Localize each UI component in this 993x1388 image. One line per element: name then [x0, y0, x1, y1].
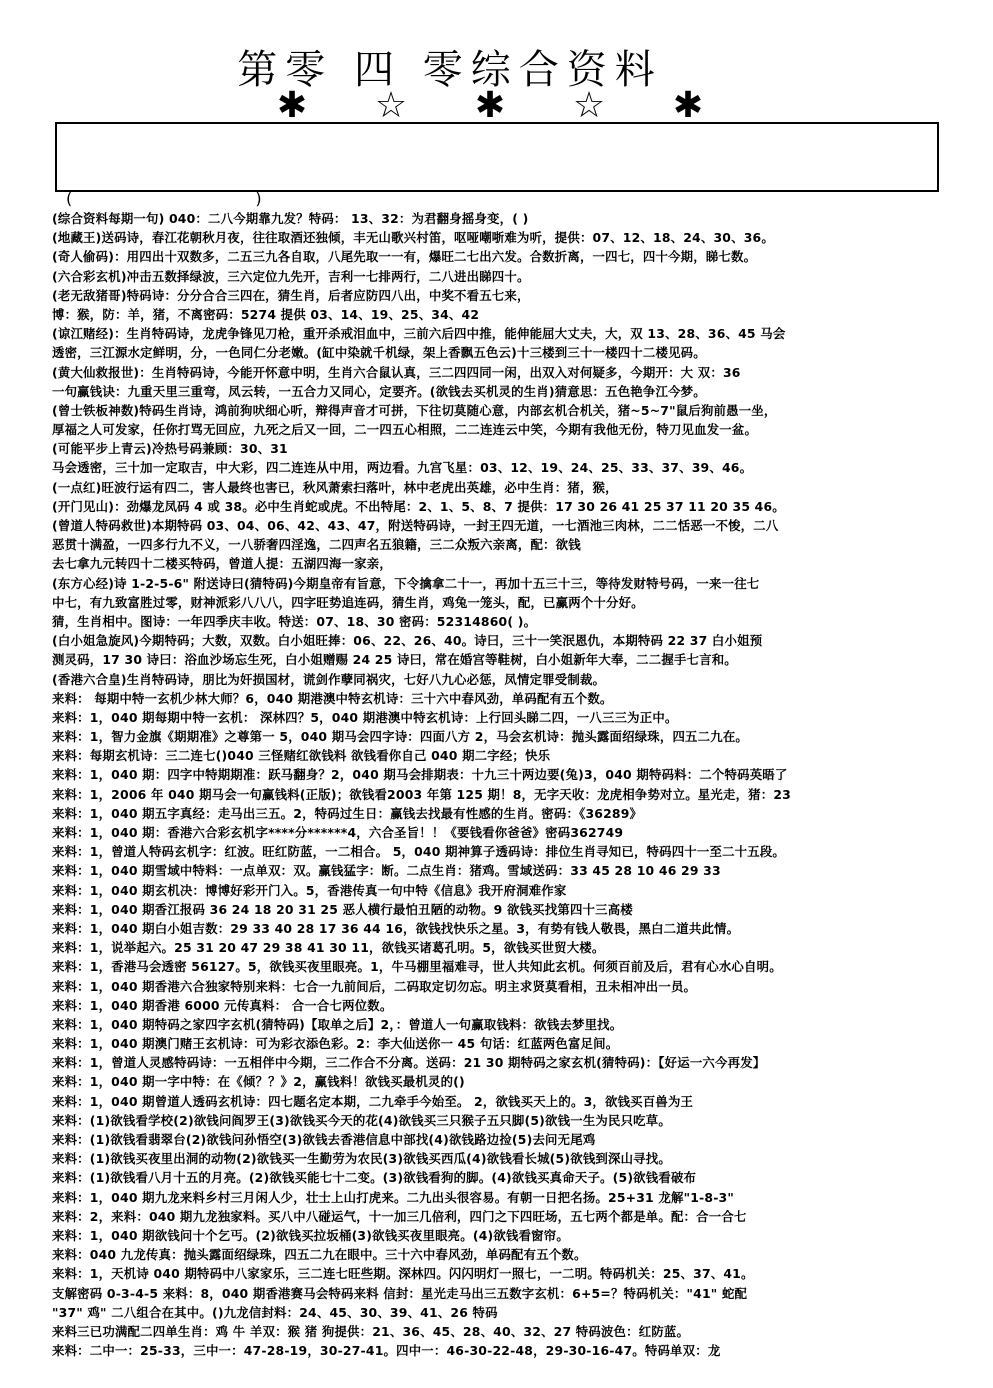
text-line: 来料：1，天机诗 040 期特码中八家家乐，三二连七旺些期。深林四。闪闪明灯一照七，一二明。特码机关：25、37、41。: [52, 1266, 754, 1282]
text-line: (东方心经)诗 1-2-5-6" 附送诗曰(猜特码)今期皇帝有旨意，下令擒拿二十一，再加十五三十三，等待发财特号码，一来一往七: [52, 575, 760, 591]
text-line: 来料：1，040 期一字中特：在《倾？？》2，赢钱料！欲钱买最机灵的(): [52, 1074, 465, 1090]
text-line: (可能平步上青云)冷热号码兼顾：30、31: [52, 441, 288, 457]
asterisk-icon: ✱: [672, 85, 704, 126]
text-line: 支解密码 0-3-4-5 来料：8，040 期香港赛马会特码来料 信封：星光走马出三五数字玄机：6+5=？特码机关："41" 蛇配: [52, 1285, 748, 1301]
page-title: 第零 四 零综合资料: [237, 47, 663, 93]
text-line: 来料：1，说举起六。25 31 20 47 29 38 41 30 11，欲钱买诸葛孔明。5，欲钱买世贸大楼。: [52, 940, 605, 956]
text-line: 来料：(1)欲钱看八月十五的月亮。(2)欲钱买能七十二变。(3)欲钱看狗的脚。(4)欲钱买真命天子。(5)欲钱看破布: [52, 1170, 697, 1186]
text-line: (曾士铁板神数)特码生肖诗，鸿前狗吠细心听，辩得声音才可拼，下往切莫随心意，内部玄机合机关，猪~5~7"鼠后狗前愚一坐，: [52, 402, 777, 418]
text-line: 来料：每期玄机诗：三二连七()040 三怪赌红欲钱料 欲钱看你自己 040 期二字经；快乐: [52, 748, 551, 764]
text-line: 来料：1，040 期雪域中特料：一点单双：双。赢钱猛字：断。二点生肖：猪鸡。雪域送码：33 45 28 10 46 29 33: [52, 863, 721, 879]
text-line: 来料：1，040 期香港 6000 元传真料： 合一合七两位数。: [52, 997, 393, 1013]
text-line: 来料：(1)欲钱看学校(2)欲钱问阎罗王(3)欲钱买今天的花(4)欲钱买三只猴子五只脚(5)欲钱一生为民只吃草。: [52, 1112, 671, 1128]
star-outline-icon: ☆: [572, 85, 606, 126]
text-line: 来料：1，040 期玄机决：博博好彩开门入。5，香港传真一句中特《信息》我开府洞难作家: [52, 882, 567, 898]
text-line: 来料：1，040 期曾道人透码玄机诗：四七题名定本期，二九牵手今始至。 2，欲钱买天上的。3，欲钱买百兽为王: [52, 1093, 694, 1109]
text-line: 来料：1，2006 年 040 期马会一句赢钱料(正版)；欲钱看2003 年第 125 期！8，无字天收：龙虎相争势对立。星光走，猪：23: [52, 786, 791, 802]
text-line: 来料：2，来料：040 期九龙独家料。买八中八碰运气，十一加三几倍利，四门之下四旺场，五七两个都是单。配：合一合七: [52, 1208, 747, 1224]
text-line: 测灵码，17 30 诗曰：浴血沙场忘生死，白小姐赠赐 24 25 诗曰，常在婚宫等鞋树，白小姐新年大奉，二二握手七言和。: [52, 652, 737, 668]
text-line: 中七，有九致富胜过零，财神派彩八八八，四字旺势追连码，猜生肖，鸡兔一笼头，配，已赢两个十分好。: [52, 594, 644, 610]
text-line: 来料三已功满配二四单生肖：鸡 牛 羊双：猴 猪 狗提供：21、36、45、28、40、32、27 特码波色：红防蓝。: [52, 1323, 690, 1339]
text-line: 来料： 每期中特一玄机少林大师？6，040 期港澳中特玄机诗：三十六中春风劲，单码配有五个数。: [52, 690, 613, 706]
text-line: (曾道人特码救世)本期特码 03、04、06、42、43、47，附送特码诗，一封王四无道，一七酒池三肉林，二二恬恶一不悛，二八: [52, 518, 779, 533]
text-line: (地藏王)送码诗，春江花朝秋月夜，往往取酒还独倾，丰无山歌兴村笛，呕哑嘲哳难为听，提供：07、12、18、24、30、36。: [52, 230, 774, 246]
text-line: 来料：1，040 期澳门赌王玄机诗：可为彩衣添色彩。2：李大仙送你一 45 句话：红蓝两色富足间。: [52, 1036, 619, 1052]
text-line: 来料：1，040 期九龙来料乡村三月闲人少，壮士上山打虎来。二九出头很容易。有朝一日把名扬。25+31 龙解"1-8-3": [52, 1189, 735, 1205]
text-line: (谅江赌经)：生肖特码诗，龙虎争锋见刀枪，重开杀戒泪血中，三前六后四中推，能伸能屈大丈夫，大，双 13、28、36、45 马会: [52, 326, 786, 342]
text-line: 博：猴，防：羊，猪，不离密码：5274 提供 03、14、19、25、34、42: [52, 306, 480, 322]
blank-header-box: [55, 122, 939, 192]
text-line: 去七拿九元转四十二楼买特码，曾道人提：五湖四海一家亲，: [52, 556, 392, 572]
text-body: [52, 209, 947, 1360]
text-line: (奇人偷码)：用四出十双数多，二五三九各自取，八尾先取一一有，爆旺二七出六发。合数折离，一四七，四十今期，睇七数。: [52, 249, 757, 265]
text-line: 来料：1，040 期欲钱问十个乞丐。(2)欲钱买拉坂桶(3)欲钱买夜里眼亮。(4)欲钱看窗帘。: [52, 1227, 569, 1243]
text-line: "37" 鸡" 二八组合在其中。()九龙信封料：24、45、30、39、41、26 特码: [52, 1304, 498, 1320]
text-line: (白小姐急旋风)今期特码；大数，双数。白小姐旺捧：06、22、26、40。诗曰，三十一笑泯恩仇，本期特码 22 37 白小姐预: [52, 633, 763, 649]
text-line: (老无敌猪哥)特码诗：分分合合三四在，猜生肖，后者应防四八出，中奖不看五七来，: [52, 287, 530, 303]
text-line: 来料：1，040 期：香港六合彩玄机字****分******4，六合圣旨！！《要钱看你爸爸》密码362749: [52, 825, 624, 840]
text-line: 来料：1，040 期五字真经：走马出三五。2，特码过生日：赢钱去找最有性感的生肖。密码：《36289》: [52, 805, 643, 821]
text-line: (综合资料每期一句) 040：二八今期靠九发？特码： 13、32：为君翻身摇身变，( ): [52, 211, 529, 226]
text-line: 恶贯十满盈，一四多行九不义，一八骄奢四淫逸，二四声名五狼籍，三二众叛六亲离，配：欲钱: [52, 537, 581, 553]
text-line: (开门见山)：劲爆龙凤码 4 或 38。必中生肖蛇或虎。不出特尾：2、1、5、8、7 提供：17 30 26 41 25 37 11 20 35 46。: [52, 498, 785, 514]
text-line: (黄大仙救报世)：生肖特码诗，今能开怀意中明，生肖六合鼠认真，三二四四同一闲，出双入对何疑多，今期开：大 双：36: [52, 364, 741, 380]
text-line: 来料：1，曾道人特码玄机字：红波。旺红防蓝，一二相合。 5，040 期神算子透码诗：排位生肖寻知已，特码四十一至二十五段。: [52, 844, 786, 860]
asterisk-icon: ✱: [474, 85, 506, 126]
text-line: 透密，三江源水定鲜明，分，一色同仁分老嫩。(缸中染就千机绿，架上香飘五色云)十三楼到三十一楼四十二楼见码。: [52, 345, 706, 361]
text-line: 来料：1，040 期香港六合独家特别来料：七合一九前间后，二码取定切勿忘。明主求贤莫看相，丑未相冲出一员。: [52, 978, 697, 994]
star-outline-icon: ☆: [374, 85, 408, 126]
text-line: 厚福之人可发家，任你打骂无回应，九死之后又一回，二一四五心相照，二二连连云中笑，今期有我他无份，特刀见血发一盆。: [52, 422, 758, 438]
text-line: 来料：1，040 期香江报码 36 24 18 20 31 25 恶人横行最怕丑陋的动物。9 欲钱买找第四十三高楼: [52, 901, 633, 917]
text-line: 一句赢钱诀：九重天里三重弯，凤云转，一五合力又同心，定要齐。(欲钱去买机灵的生肖)猜意思：五色艳争江今梦。: [52, 383, 706, 399]
text-line: 来料：1，040 期白小姐吉数：29 33 40 28 17 36 44 16，欲钱找快乐之星。3，有势有钱人敬畏，黑白二道共此情。: [52, 920, 740, 936]
text-line: 来料：1，香港马会透密 56127。5，欲钱买夜里眼亮。1，牛马棚里福难寻，世人共知此玄机。何须百前及后，君有心水心自明。: [52, 959, 782, 975]
bracket-line: ( ): [66, 189, 262, 208]
text-line: 来料：1，040 期每期中特一玄机： 深林四？5，040 期港澳中特玄机诗：上行回头睇二四，一八三三为正中。: [52, 709, 678, 725]
text-line: 来料：1，智力金旗《期期准》之尊第一 5，040 期马会四字诗：四面八方 2，马会玄机诗：抛头露面绍绿珠，四五二九在。: [52, 729, 748, 745]
text-line: 马会透密，三十加一定取吉，中大彩，四二连连从中用，两边看。九宫飞星：03、12、19、24、25、33、37、39、46。: [52, 460, 753, 476]
text-line: 来料：1，曾道人灵感特码诗：一五相伴中今期，三二作合不分离。送码：21 30 期特码之家玄机(猜特码)：【好运一六今再发】: [52, 1055, 766, 1071]
text-line: 来料：(1)欲钱买夜里出洞的动物(2)欲钱买一生勤劳为农民(3)欲钱买西瓜(4)欲钱看长城(5)欲钱到深山寻找。: [52, 1151, 671, 1167]
text-line: 来料：(1)欲钱看翡翠台(2)欲钱问孙悟空(3)欲钱去香港信息中部找(4)欲钱路边捡(5)去问无尾鸡: [52, 1132, 596, 1147]
text-line: 来料：040 九龙传真：抛头露面绍绿珠，四五二九在眼中。三十六中春风劲，单码配有五个数。: [52, 1247, 587, 1263]
text-line: 来料：二中一：25-33，三中一：47-28-19，30-27-41。四中一：46-30-22-48，29-30-16-47。特码单双：龙: [52, 1343, 721, 1359]
text-line: 猜，生肖相中。图诗：一年四季庆丰收。特送：07、18、30 密码：52314860( )。: [52, 613, 537, 629]
text-line: (香港六合皇)生肖特码诗，朋比为奸损国材，谎剑作孽同祸灾，七好八九心必惩，凤情定罪受制裁。: [52, 671, 606, 687]
text-line: (一点红)旺波行运有四二，害人最终也害已，秋风萧索扫落叶，林中老虎出英雄，必中生肖：猪，猴，: [52, 479, 618, 495]
text-line: 来料：1，040 期：四字中特期期准：跃马翻身？2，040 期马会排期表：十九三十两边要(兔)3，040 期特码料：二个特码英晤了: [52, 767, 788, 783]
text-line: 来料：1，040 期特码之家四字玄机(猜特码)【取单之后】2，：曾道人一句赢取钱料：欲钱去梦里找。: [52, 1016, 623, 1032]
asterisk-icon: ✱: [276, 85, 308, 126]
text-line: (六合彩玄机)冲击五数择绿波，三六定位九先开，吉利一七排两行，二八进出睇四十。: [52, 268, 530, 284]
